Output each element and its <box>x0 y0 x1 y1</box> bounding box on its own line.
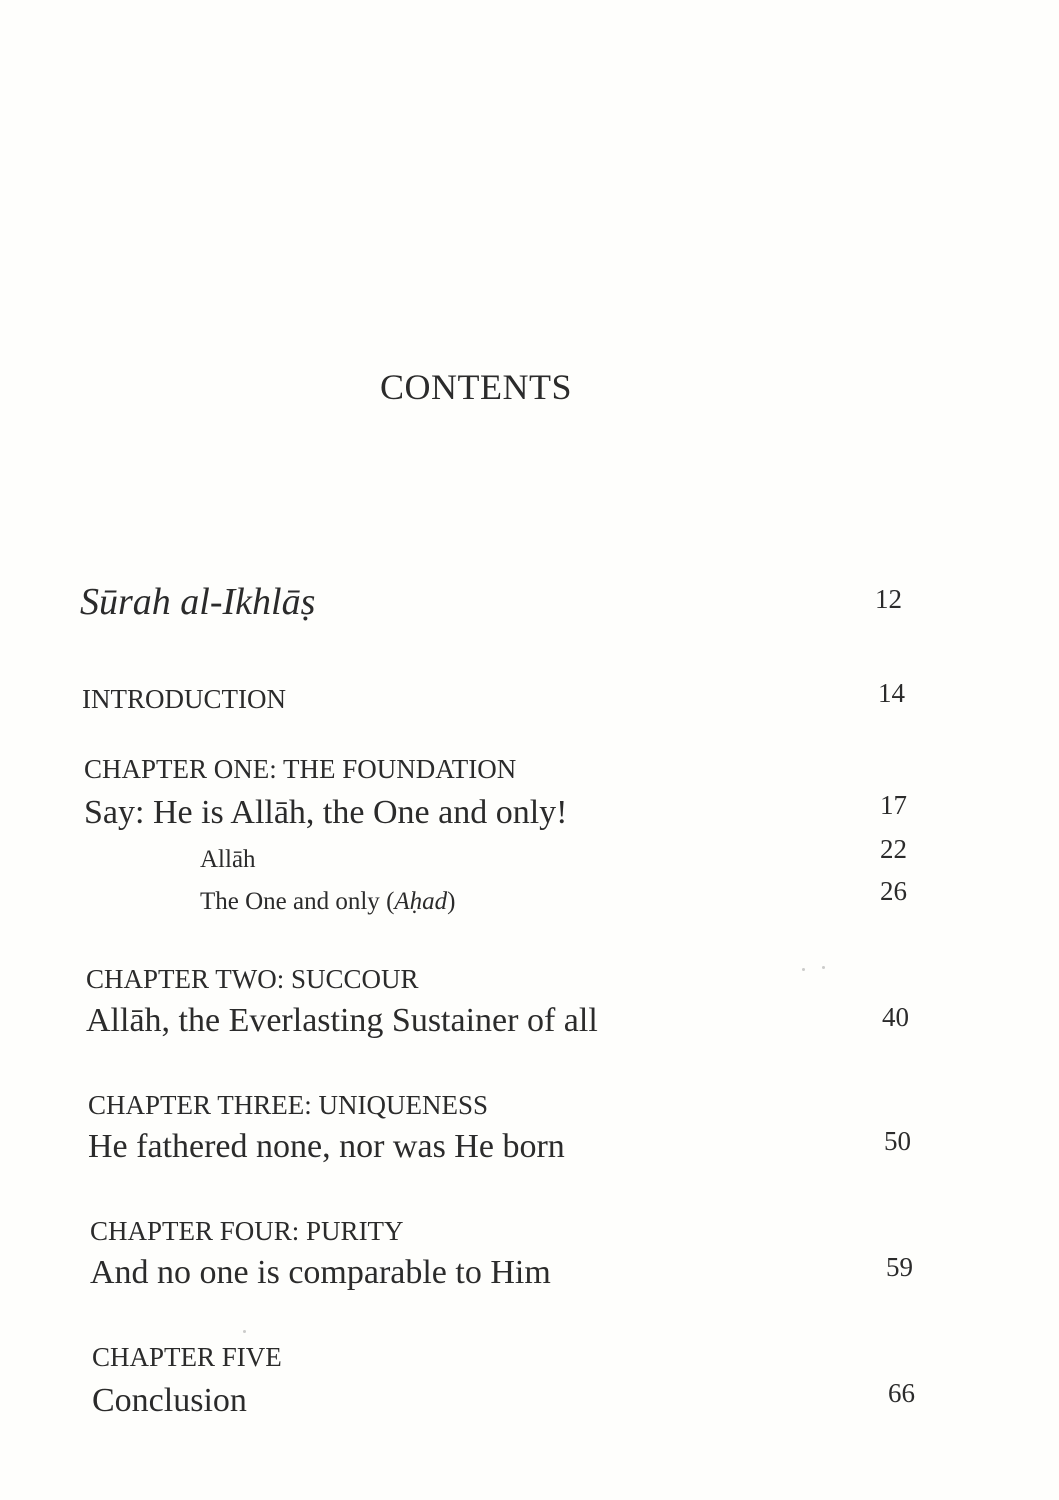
scan-speck <box>822 966 825 969</box>
page-number-chapter-four: 59 <box>886 1252 913 1282</box>
toc-entry-surah: Sūrah al-Ikhlāṣ <box>80 581 316 623</box>
chapter-three-title: He fathered none, nor was He born <box>88 1128 565 1165</box>
page-number-chapter-one: 17 <box>880 790 907 820</box>
page-number-chapter-five: 66 <box>888 1378 915 1408</box>
page-number-chapter-two: 40 <box>882 1002 909 1032</box>
page-number-chapter-three: 50 <box>884 1126 911 1156</box>
section-label-italic: Aḥad <box>394 888 448 915</box>
page-title: CONTENTS <box>380 367 572 407</box>
chapter-five-title: Conclusion <box>92 1382 247 1419</box>
page-number-section-one-and-only: 26 <box>880 876 907 906</box>
chapter-two-heading: CHAPTER TWO: SUCCOUR <box>86 964 419 994</box>
toc-entry-introduction: INTRODUCTION <box>82 684 286 714</box>
section-allah: Allāh <box>200 846 256 873</box>
scan-speck <box>802 968 805 971</box>
chapter-two-title: Allāh, the Everlasting Sustainer of all <box>86 1002 598 1039</box>
page-number-introduction: 14 <box>878 678 905 708</box>
page-number-section-allah: 22 <box>880 834 907 864</box>
chapter-three-heading: CHAPTER THREE: UNIQUENESS <box>88 1090 489 1120</box>
chapter-one-heading: CHAPTER ONE: THE FOUNDATION <box>84 754 517 784</box>
page-number-surah: 12 <box>875 584 902 614</box>
chapter-one-title: Say: He is Allāh, the One and only! <box>84 794 568 831</box>
chapter-five-heading: CHAPTER FIVE <box>92 1342 282 1372</box>
chapter-four-title: And no one is comparable to Him <box>90 1254 551 1291</box>
section-label: The One and only <box>200 888 387 915</box>
chapter-four-heading: CHAPTER FOUR: PURITY <box>90 1216 404 1246</box>
scan-speck <box>243 1330 246 1333</box>
section-the-one-and-only: The One and only (Aḥad) <box>200 888 456 915</box>
